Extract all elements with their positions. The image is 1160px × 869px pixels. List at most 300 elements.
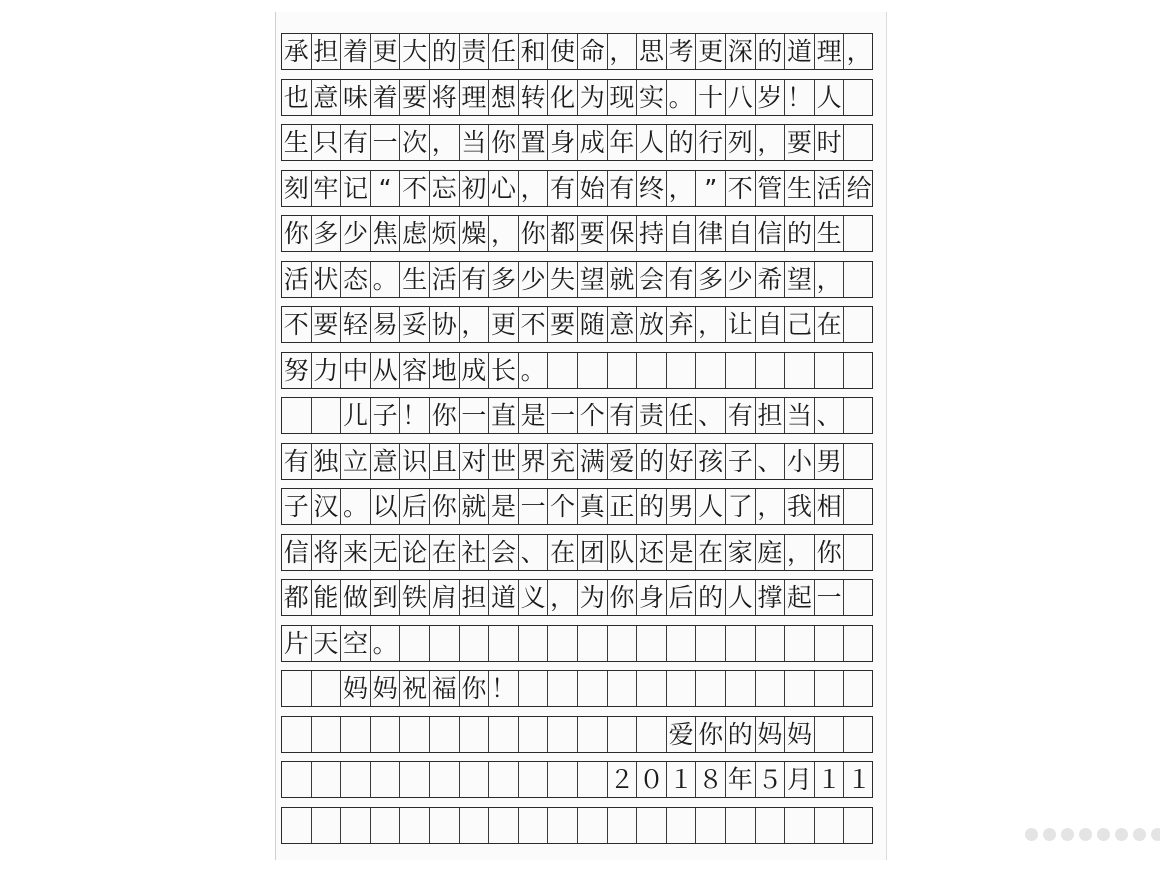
grid-cell: 、 <box>696 398 726 433</box>
grid-cell: 后 <box>667 580 697 615</box>
grid-cell <box>844 125 873 160</box>
grid-cell: 你 <box>519 216 549 251</box>
grid-cell <box>696 353 726 388</box>
grid-cell: 自 <box>667 216 697 251</box>
grid-cell <box>489 626 519 661</box>
grid-cell: ， <box>608 34 638 69</box>
grid-cell: 团 <box>578 535 608 570</box>
grid-cell: 律 <box>696 216 726 251</box>
grid-cell: 道 <box>489 580 519 615</box>
grid-cell: 身 <box>637 580 667 615</box>
grid-cell: 论 <box>400 535 430 570</box>
grid-cell: 福 <box>430 671 460 706</box>
grid-cell: 撑 <box>756 580 786 615</box>
grid-cell: 生 <box>785 171 815 206</box>
grid-cell <box>756 671 786 706</box>
grid-cell: 信 <box>282 535 312 570</box>
grid-cell: 望 <box>785 262 815 297</box>
grid-cell: 相 <box>815 489 845 524</box>
grid-cell: 转 <box>519 80 549 115</box>
grid-cell: 界 <box>519 444 549 479</box>
grid-cell: 当 <box>460 125 490 160</box>
grid-cell: ” <box>696 171 726 206</box>
grid-cell: 十 <box>696 80 726 115</box>
grid-cell: 易 <box>371 307 401 342</box>
grid-cell: 起 <box>785 580 815 615</box>
grid-cell: 不 <box>726 171 756 206</box>
grid-cell: 自 <box>756 307 786 342</box>
grid-cell <box>430 626 460 661</box>
grid-cell <box>548 626 578 661</box>
grid-cell: 理 <box>460 80 490 115</box>
grid-cell <box>637 353 667 388</box>
grid-cell <box>637 626 667 661</box>
grid-cell: 活 <box>282 262 312 297</box>
grid-cell: 管 <box>756 171 786 206</box>
grid-cell <box>844 262 873 297</box>
grid-cell: 世 <box>489 444 519 479</box>
grid-cell: 味 <box>341 80 371 115</box>
grid-cell: 的 <box>785 216 815 251</box>
grid-cell <box>371 808 401 843</box>
grid-cell: 初 <box>460 171 490 206</box>
grid-cell: 生 <box>400 262 430 297</box>
grid-cell <box>844 353 873 388</box>
grid-cell: 担 <box>460 580 490 615</box>
grid-cell: 人 <box>726 580 756 615</box>
grid-cell: 任 <box>489 34 519 69</box>
grid-cell: 要 <box>785 125 815 160</box>
grid-cell: 烦 <box>430 216 460 251</box>
grid-row <box>281 215 873 252</box>
grid-cell: 努 <box>282 353 312 388</box>
grid-cell: 真 <box>578 489 608 524</box>
grid-cell: 空 <box>341 626 371 661</box>
grid-cell: 就 <box>608 262 638 297</box>
grid-cell: 你 <box>282 216 312 251</box>
grid-cell: 天 <box>312 626 342 661</box>
grid-cell: 爱 <box>667 717 697 752</box>
grid-cell: 年 <box>608 125 638 160</box>
grid-cell <box>726 626 756 661</box>
grid-cell: 想 <box>489 80 519 115</box>
grid-cell: 有 <box>608 171 638 206</box>
grid-cell <box>548 762 578 797</box>
grid-cell: 。 <box>371 626 401 661</box>
grid-cell: 着 <box>371 80 401 115</box>
grid-cell: 也 <box>282 80 312 115</box>
grid-cell <box>844 489 873 524</box>
grid-cell: 你 <box>696 717 726 752</box>
grid-cell: 人 <box>696 489 726 524</box>
grid-cell: 是 <box>667 535 697 570</box>
grid-cell: 大 <box>400 34 430 69</box>
grid-cell <box>578 626 608 661</box>
grid-cell <box>548 717 578 752</box>
watermark-dots <box>1025 828 1160 841</box>
grid-cell: 保 <box>608 216 638 251</box>
grid-cell <box>341 762 371 797</box>
grid-row <box>281 170 873 207</box>
grid-cell: 你 <box>815 535 845 570</box>
grid-cell: 是 <box>519 398 549 433</box>
grid-cell <box>519 626 549 661</box>
grid-cell <box>844 626 873 661</box>
grid-row <box>281 579 873 616</box>
grid-cell <box>608 626 638 661</box>
grid-cell: 祝 <box>400 671 430 706</box>
grid-cell: 要 <box>400 80 430 115</box>
grid-row <box>281 534 873 571</box>
grid-cell: 不 <box>282 307 312 342</box>
grid-cell: 直 <box>489 398 519 433</box>
grid-cell: 信 <box>756 216 786 251</box>
grid-cell <box>548 671 578 706</box>
grid-cell: 更 <box>489 307 519 342</box>
grid-cell: 八 <box>726 80 756 115</box>
grid-cell <box>756 353 786 388</box>
grid-row <box>281 352 873 389</box>
grid-row <box>281 33 873 70</box>
grid-cell: 活 <box>430 262 460 297</box>
grid-cell: 理 <box>815 34 845 69</box>
grid-cell: 岁 <box>756 80 786 115</box>
grid-cell: 身 <box>548 125 578 160</box>
grid-cell: 成 <box>460 353 490 388</box>
grid-cell: 为 <box>578 80 608 115</box>
grid-cell: 会 <box>489 535 519 570</box>
grid-cell: 对 <box>460 444 490 479</box>
grid-cell: 月 <box>785 762 815 797</box>
grid-cell: 识 <box>400 444 430 479</box>
grid-cell <box>548 353 578 388</box>
grid-cell: 给 <box>846 173 872 203</box>
grid-cell: 意 <box>608 307 638 342</box>
grid-cell: 刻 <box>282 171 312 206</box>
grid-cell: ， <box>667 171 697 206</box>
grid-cell: 失 <box>548 262 578 297</box>
grid-cell: 都 <box>282 580 312 615</box>
grid-cell: 希 <box>756 262 786 297</box>
grid-cell: １ <box>815 762 845 797</box>
grid-cell: 都 <box>548 216 578 251</box>
grid-cell: ， <box>815 262 845 297</box>
grid-cell: 己 <box>785 307 815 342</box>
grid-cell: 的 <box>696 580 726 615</box>
grid-cell <box>282 762 312 797</box>
grid-cell: 当 <box>785 398 815 433</box>
grid-cell: 小 <box>785 444 815 479</box>
grid-cell: 思 <box>637 34 667 69</box>
grid-cell: 、 <box>756 444 786 479</box>
grid-cell: 子 <box>726 444 756 479</box>
grid-cell: 有 <box>726 398 756 433</box>
grid-cell: 无 <box>371 535 401 570</box>
grid-cell: 子 <box>371 398 401 433</box>
grid-cell <box>667 353 697 388</box>
grid-cell: 庭 <box>756 535 786 570</box>
grid-cell: 义 <box>519 580 549 615</box>
grid-cell: 少 <box>341 216 371 251</box>
grid-cell: 有 <box>667 262 697 297</box>
grid-cell: ， <box>489 216 519 251</box>
grid-cell: 独 <box>312 444 342 479</box>
grid-cell: 有 <box>460 262 490 297</box>
grid-cell: 次 <box>400 125 430 160</box>
grid-cell: 任 <box>667 398 697 433</box>
grid-cell: 有 <box>341 125 371 160</box>
grid-cell: 担 <box>312 34 342 69</box>
grid-cell <box>282 808 312 843</box>
grid-cell: 是 <box>489 489 519 524</box>
grid-cell: 年 <box>726 762 756 797</box>
grid-cell: 为 <box>578 580 608 615</box>
grid-row <box>281 807 873 844</box>
grid-cell: 充 <box>548 444 578 479</box>
grid-cell: 地 <box>430 353 460 388</box>
grid-cell <box>785 808 815 843</box>
grid-cell <box>667 671 697 706</box>
grid-cell: 有 <box>282 444 312 479</box>
grid-cell: 你 <box>430 489 460 524</box>
grid-cell: 不 <box>400 171 430 206</box>
grid-cell <box>608 808 638 843</box>
grid-cell <box>844 535 873 570</box>
grid-cell <box>815 671 845 706</box>
grid-cell <box>489 717 519 752</box>
grid-cell: 在 <box>815 307 845 342</box>
grid-cell: 在 <box>696 535 726 570</box>
grid-cell: 。 <box>341 489 371 524</box>
grid-cell <box>341 808 371 843</box>
grid-cell: 妈 <box>785 717 815 752</box>
grid-cell: 更 <box>371 34 401 69</box>
grid-cell <box>430 762 460 797</box>
grid-cell <box>312 762 342 797</box>
grid-cell: 协 <box>430 307 460 342</box>
grid-cell: １ <box>846 765 872 794</box>
grid-cell <box>608 717 638 752</box>
grid-cell: ！ <box>489 671 519 706</box>
grid-cell: 活 <box>815 171 845 206</box>
grid-cell <box>519 808 549 843</box>
grid-cell: 中 <box>341 353 371 388</box>
grid-cell: 责 <box>460 34 490 69</box>
grid-cell: 人 <box>637 125 667 160</box>
grid-cell: 力 <box>312 353 342 388</box>
grid-cell <box>756 626 786 661</box>
grid-cell <box>844 216 873 251</box>
grid-cell <box>696 626 726 661</box>
grid-cell: ， <box>756 125 786 160</box>
grid-cell: ， <box>846 37 872 66</box>
grid-cell: 忘 <box>430 171 460 206</box>
grid-cell: 、 <box>519 535 549 570</box>
grid-cell: 和 <box>519 34 549 69</box>
grid-cell <box>844 671 873 706</box>
grid-cell: 的 <box>756 34 786 69</box>
grid-cell <box>400 626 430 661</box>
grid-cell: ５ <box>756 762 786 797</box>
grid-cell: 了 <box>726 489 756 524</box>
grid-cell <box>282 717 312 752</box>
grid-row <box>281 761 873 798</box>
grid-cell <box>400 808 430 843</box>
grid-cell: 的 <box>667 125 697 160</box>
grid-cell: 深 <box>726 34 756 69</box>
grid-cell: 列 <box>726 125 756 160</box>
grid-cell: 做 <box>341 580 371 615</box>
grid-cell <box>430 717 460 752</box>
grid-cell: 有 <box>548 171 578 206</box>
grid-cell: 随 <box>578 307 608 342</box>
grid-cell <box>667 808 697 843</box>
grid-cell: 让 <box>726 307 756 342</box>
grid-cell <box>815 717 845 752</box>
grid-cell: 多 <box>489 262 519 297</box>
grid-cell: 持 <box>637 216 667 251</box>
grid-cell: 铁 <box>400 580 430 615</box>
grid-cell: 来 <box>341 535 371 570</box>
grid-cell: 能 <box>312 580 342 615</box>
grid-cell: 的 <box>637 444 667 479</box>
grid-cell: 意 <box>312 80 342 115</box>
grid-cell <box>608 353 638 388</box>
grid-cell: 、 <box>815 398 845 433</box>
grid-cell: 的 <box>430 34 460 69</box>
grid-cell: ， <box>696 307 726 342</box>
grid-cell: 容 <box>400 353 430 388</box>
grid-cell: 立 <box>341 444 371 479</box>
grid-cell <box>578 671 608 706</box>
grid-cell: 就 <box>460 489 490 524</box>
grid-cell: 有 <box>608 398 638 433</box>
grid-cell: 妥 <box>400 307 430 342</box>
grid-cell: 自 <box>726 216 756 251</box>
grid-cell <box>726 671 756 706</box>
grid-cell: 记 <box>341 171 371 206</box>
manuscript-grid <box>281 33 873 847</box>
grid-row <box>281 670 873 707</box>
grid-cell: 终 <box>637 171 667 206</box>
grid-cell: 望 <box>578 262 608 297</box>
grid-cell: 焦 <box>371 216 401 251</box>
grid-cell: 要 <box>578 216 608 251</box>
grid-cell: 担 <box>756 398 786 433</box>
grid-cell: 满 <box>578 444 608 479</box>
grid-cell <box>815 626 845 661</box>
grid-cell: 一 <box>519 489 549 524</box>
grid-cell <box>756 808 786 843</box>
grid-cell <box>430 808 460 843</box>
grid-row <box>281 397 873 434</box>
grid-cell: 轻 <box>341 307 371 342</box>
grid-cell: 在 <box>430 535 460 570</box>
grid-cell: 虑 <box>400 216 430 251</box>
grid-cell: 着 <box>341 34 371 69</box>
grid-cell: 生 <box>815 216 845 251</box>
grid-cell: 子 <box>282 489 312 524</box>
grid-cell <box>460 762 490 797</box>
grid-cell: ！ <box>400 398 430 433</box>
grid-cell: 一 <box>548 398 578 433</box>
grid-cell: 要 <box>548 307 578 342</box>
grid-cell: 个 <box>548 489 578 524</box>
grid-cell: 化 <box>548 80 578 115</box>
grid-cell: 只 <box>312 125 342 160</box>
grid-cell <box>844 444 873 479</box>
grid-cell: 少 <box>519 262 549 297</box>
grid-cell <box>844 580 873 615</box>
grid-cell: 男 <box>815 444 845 479</box>
grid-cell: 燥 <box>460 216 490 251</box>
grid-cell <box>341 717 371 752</box>
grid-cell: 成 <box>578 125 608 160</box>
grid-row <box>281 625 873 662</box>
grid-cell <box>637 671 667 706</box>
grid-cell: 社 <box>460 535 490 570</box>
grid-cell <box>637 717 667 752</box>
grid-cell: 不 <box>519 307 549 342</box>
grid-cell: 你 <box>430 398 460 433</box>
grid-cell <box>489 808 519 843</box>
grid-row <box>281 306 873 343</box>
grid-cell: 从 <box>371 353 401 388</box>
grid-cell <box>312 808 342 843</box>
grid-cell <box>726 353 756 388</box>
grid-cell <box>578 717 608 752</box>
grid-cell: 一 <box>815 580 845 615</box>
grid-cell <box>578 762 608 797</box>
grid-cell: 状 <box>312 262 342 297</box>
grid-cell: 正 <box>608 489 638 524</box>
grid-cell <box>282 671 312 706</box>
grid-row <box>281 261 873 298</box>
grid-cell: 还 <box>637 535 667 570</box>
grid-cell <box>460 626 490 661</box>
grid-cell <box>312 398 342 433</box>
grid-cell <box>460 808 490 843</box>
grid-cell: 道 <box>785 34 815 69</box>
grid-cell <box>312 671 342 706</box>
grid-cell <box>785 671 815 706</box>
grid-cell <box>519 717 549 752</box>
grid-cell: 儿 <box>341 398 371 433</box>
grid-cell <box>785 353 815 388</box>
grid-cell: 后 <box>400 489 430 524</box>
grid-cell: ！ <box>785 80 815 115</box>
grid-cell <box>844 808 873 843</box>
grid-cell: 男 <box>667 489 697 524</box>
grid-cell: 一 <box>460 398 490 433</box>
grid-cell: 你 <box>608 580 638 615</box>
grid-cell <box>312 717 342 752</box>
grid-cell: 家 <box>726 535 756 570</box>
grid-cell <box>815 353 845 388</box>
grid-cell: 命 <box>578 34 608 69</box>
grid-cell: 你 <box>460 671 490 706</box>
grid-cell: “ <box>371 171 401 206</box>
grid-cell: 会 <box>637 262 667 297</box>
grid-cell <box>696 808 726 843</box>
grid-cell <box>489 762 519 797</box>
grid-cell <box>578 353 608 388</box>
grid-cell: ０ <box>637 762 667 797</box>
grid-cell <box>608 671 638 706</box>
grid-cell <box>548 808 578 843</box>
grid-cell: 汉 <box>312 489 342 524</box>
grid-row <box>281 443 873 480</box>
